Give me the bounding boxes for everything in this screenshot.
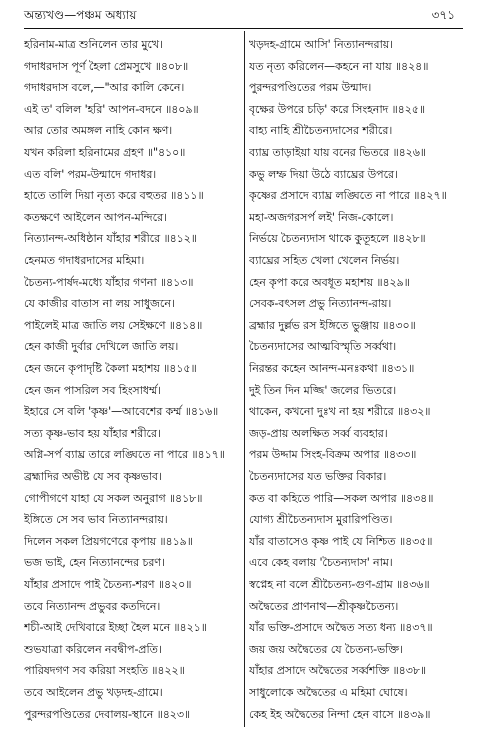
running-title: অন্ত্যখণ্ড—পঞ্চম অধ্যায় [24, 8, 137, 22]
verse-line: যোগ্য শ্রীচৈতন্যদাস মুরারিপণ্ডিত। [249, 513, 393, 527]
verse-line: জড়-প্রায় অলক্ষিত সর্ব্ব ব্যবহার। [249, 426, 388, 440]
verse-line: গদাধরদাস বলে,—"আর কালি কেনে। [24, 81, 185, 95]
verse-line: কৃষ্ণের প্রসাদে ব্যাঘ্র লঙ্ঘিতে না পারে ॥৪২৭॥ [249, 189, 447, 203]
verse-line: এবে কেহ বলায় 'চৈতন্যদাস' নাম। [249, 556, 393, 570]
verse-line: মহা-অজগরসর্প লই' নিজ-কোলে। [249, 210, 394, 224]
verse-line: শচী-আই দেখিবারে ইচ্ছা হৈল মনে ॥৪২১॥ [24, 621, 207, 635]
left-column [24, 33, 240, 727]
verse-line: তবে নিত্যানন্দ প্রভুবর কতদিনে। [24, 599, 161, 613]
verse-line: শুভযাত্রা করিলেন নবদ্বীপ-প্রতি। [24, 642, 162, 656]
verse-line: অদ্বৈতের প্রাণনাথ—শ্রীকৃষ্ণচৈতন্য। [249, 599, 399, 613]
verse-line: যখন করিলা হরিনামের গ্রহণ ॥"৪১০॥ [24, 146, 186, 159]
verse-line: হরিনাম-মাত্র শুনিলেন তার মুখে। [24, 38, 163, 51]
verse-line: কেহ ইহ অদ্বৈতের নিন্দা হেন বাসে ॥৪৩৯॥ [249, 707, 431, 721]
verse-line: ব্যাঘ্রের সহিত খেলা খেলেন নির্ভয়। [249, 254, 400, 267]
right-column [249, 33, 471, 727]
verse-line: গদাধরদাস পূর্ণ হৈলা প্রেমসুখে ॥৪০৮॥ [24, 59, 189, 73]
verse-line: যাঁহার প্রসাদে পাই চৈতন্য-শরণ ॥৪২০॥ [24, 578, 192, 591]
verse-line: বৃক্ষের উপরে চড়ি' করে সিংহনাদ ॥৪২৫॥ [249, 102, 425, 116]
verse-line: এই ত' বলিল 'হরি' আপন-বদনে ॥৪০৯॥ [24, 102, 199, 116]
verse-line: অগ্নি-সর্প ব্যাঘ্র তারে লঙ্ঘিতে না পারে ॥৪১৭॥ [24, 448, 225, 462]
verse-line: সাধুলোকে অদ্বৈতের এ মহিমা ঘোষে। [249, 686, 408, 699]
verse-line: তবে আইলেন প্রভু খড়দহ-গ্রামে। [24, 686, 163, 699]
verse-line: ইঙ্গিতে সে সব ভাব নিত্যানন্দরায়। [24, 513, 168, 527]
verse-line: থাকেন, কখনো দুঃখ না হয় শরীরে ॥৪৩২॥ [249, 405, 431, 419]
verse-line: জয় জয় অদ্বৈতের যে চৈতন্য-ভক্তি। [249, 642, 403, 656]
verse-line: ইহারে সে বলি 'কৃষ্ণ'—আবেশের কর্ম্ম ॥৪১৬॥ [24, 405, 219, 419]
verse-line: নিত্যানন্দ-অধিষ্ঠান যাঁহার শরীরে ॥৪১২॥ [24, 232, 197, 246]
verse-line: পরম উদ্দাম সিংহ-বিক্রম অপার ॥৪৩৩॥ [249, 448, 417, 462]
verse-line: হেনমত গদাধরদাসের মহিমা। [24, 254, 145, 267]
verse-line: হাতে তালি দিয়া নৃত্য করে বহুতর ॥৪১১॥ [24, 189, 204, 203]
verse-line: পারিষদগণ সব করিয়া সংহতি ॥৪২২॥ [24, 664, 185, 678]
verse-line: চৈতন্য-পার্ষদ-মধ্যে যাঁহার গণনা ॥৪১৩॥ [24, 275, 194, 289]
verse-line: কত বা কহিতে পারি—সকল অপার ॥৪৩৪॥ [249, 491, 434, 505]
verse-line: হেন জন পাসরিল সব হিংসাধর্ম্ম। [24, 383, 161, 397]
verse-line: খড়দহ-গ্রামে আসি' নিত্যানন্দরায়। [249, 38, 393, 51]
verse-line: দুই তিন দিন মজ্জি' জলের ভিতরে। [249, 383, 397, 397]
verse-line: আর তোর অমঙ্গল নাহি কোন ক্ষণ। [24, 124, 173, 138]
verse-line: বাহ্য নাহি শ্রীচৈতন্যদাসের শরীরে। [249, 124, 393, 138]
verse-line: নির্ভয়ে চৈতন্যদাস থাকে কুতূহলে ॥৪২৮॥ [249, 232, 426, 246]
page-header [24, 4, 467, 28]
verse-line: স্বপ্নেহ না বলে শ্রীচৈতন্য-গুণ-গ্রাম ॥৪৩৬॥ [249, 578, 430, 591]
verse-line: ব্রহ্মাদির অভীষ্ট যে সব কৃষ্ণভাব। [24, 470, 162, 483]
verse-line: যাঁহার প্রসাদে অদ্বৈতের সর্ব্বশক্তি ॥৪৩৮॥ [249, 664, 426, 678]
verse-line: ব্রহ্মার দুর্ল্লভ রস ইঙ্গিতে ভুঞ্জায় ॥৪৩০॥ [249, 318, 416, 332]
verse-line: গোপীগণে যাহা যে সকল অনুরাগ ॥৪১৮॥ [24, 491, 203, 505]
verse-line: সেবক-বৎসল প্রভু নিত্যানন্দ-রায়। [249, 297, 392, 311]
verse-line: যাঁর ভক্তি-প্রসাদে অদ্বৈত সত্য ধন্য ॥৪৩৭॥ [249, 621, 433, 635]
verse-line: পুরন্দরপণ্ডিতের পরম উন্মাদ। [249, 81, 372, 95]
verse-line: পাইলেই মাত্র জাতি লয় সেইক্ষণে ॥৪১৪॥ [24, 318, 203, 332]
verse-line: ব্যাঘ্র তাড়াইয়া যায় বনের ভিতরে ॥৪২৬॥ [249, 146, 426, 159]
verse-line: কতক্ষণে আইলেন আপন-মন্দিরে। [24, 210, 167, 224]
verse-line: এত বলি' পরম-উন্মাদে গদাধর। [24, 167, 157, 181]
verse-line: হেন জনে কৃপাদৃষ্টি কৈলা মহাশয় ॥৪১৫॥ [24, 362, 197, 375]
header-rule [24, 28, 463, 29]
verse-line: নিরন্তর কহেন আনন্দ-মনঃকথা ॥৪৩১॥ [249, 362, 415, 375]
verse-line: যাঁর বাতাসেও কৃষ্ণ পাই যে নিশ্চিত ॥৪৩৫॥ [249, 534, 433, 548]
verse-line: কভু লম্ফ দিয়া উঠে ব্যাঘ্রের উপরে। [249, 167, 398, 181]
verse-line: হেন কাজী দুর্বার দেখিলে জাতি লয়। [24, 340, 179, 354]
verse-line: হেন কৃপা করে অবধূত মহাশয় ॥৪২৯॥ [249, 275, 410, 289]
verse-line: দিলেন সকল প্রিয়গণেরে কৃপায় ॥৪১৯॥ [24, 534, 193, 548]
page-number: ৩৭১ [431, 8, 455, 22]
verse-line: চৈতন্যদাসের যত ভক্তির বিকার। [249, 470, 387, 483]
verse-line: সত্য কৃষ্ণ-ভাব হয় যাঁহার শরীরে। [24, 426, 161, 440]
verse-line: যে কাজীর বাতাস না লয় সাধুজনে। [24, 297, 175, 311]
verse-line: যত নৃত্য করিলেন—কহনে না যায় ॥৪২৪॥ [249, 59, 429, 73]
verse-line: পুরন্দরপণ্ডিতের দেবালয়-স্থানে ॥৪২৩॥ [24, 707, 191, 721]
verse-line: ভজ ভাই, হেন নিত্যানন্দের চরণ। [24, 556, 165, 570]
verse-line: চৈতন্যদাসের আত্মবিস্মৃতি সর্ব্বথা। [249, 340, 397, 354]
column-divider [244, 31, 245, 727]
